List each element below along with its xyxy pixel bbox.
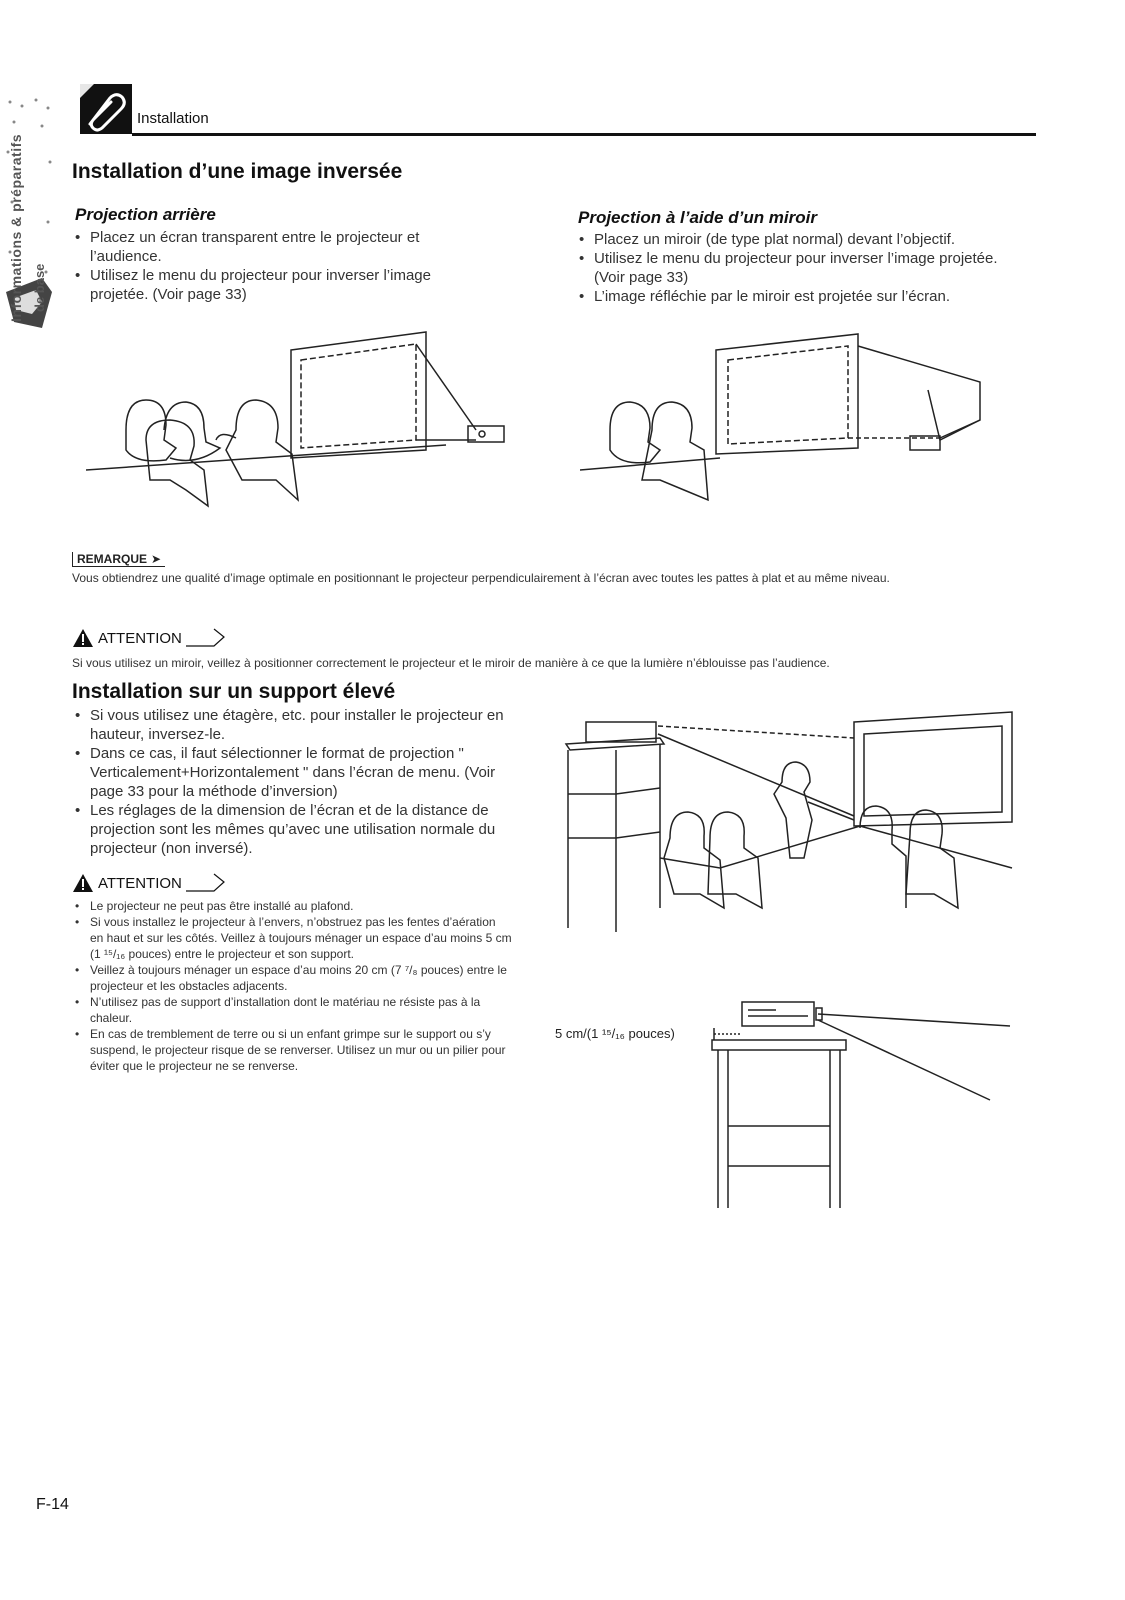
attention-heading [72, 628, 226, 648]
side-tab [2, 92, 58, 332]
mirror-projection-illustration [580, 330, 1020, 530]
rear-projection-list [72, 228, 492, 304]
elevated-title: Installation sur un support élevé [72, 680, 396, 703]
list-item: • Utilisez le menu du projecteur pour inverser l’image projetée. (Voir page 33) [72, 266, 492, 304]
attention-heading-2 [72, 873, 226, 893]
list-item: • Utilisez le menu du projecteur pour inverser l’image projetée. (Voir page 33) [576, 249, 1026, 287]
list-item: • Placez un miroir (de type plat normal) devant l’objectif. [576, 230, 1026, 249]
clearance-label: 5 cm/(1 ¹⁵/₁₆ pouces) [555, 1026, 675, 1041]
list-item: • Si vous installez le projecteur à l’envers, n’obstruez pas les fentes d’aération en haut et sur les côtés. Veillez à toujours ménager un espace d’au moins 5 cm (1 ¹⁵/₁₆ pouces) entre le projecteur et son support. [72, 914, 512, 962]
list-item: • N’utilisez pas de support d’installation dont le matériau ne résiste pas à la chaleur. [72, 994, 512, 1026]
clearance-illustration [700, 996, 1020, 1210]
attention-list-2 [72, 898, 512, 1074]
warning-triangle-icon [72, 873, 94, 893]
side-tab-sublabel: de base [32, 263, 47, 312]
remarque-text: Vous obtiendrez une qualité d’image optimale en positionnant le projecteur perpendiculairement à l’écran avec toutes les pattes à plat et au même niveau. [72, 571, 890, 585]
header-rule [132, 133, 1036, 136]
attention-arrow-icon [186, 873, 226, 893]
list-item: • Veillez à toujours ménager un espace d’au moins 20 cm (7 ⁷/₈ pouces) entre le projecteur et les obstacles adjacents. [72, 962, 512, 994]
list-item: • Placez un écran transparent entre le projecteur et l’audience. [72, 228, 492, 266]
attention-label: ATTENTION [98, 629, 182, 647]
mirror-projection-list [576, 230, 1026, 306]
list-item: • L’image réfléchie par le miroir est projetée sur l’écran. [576, 287, 1026, 306]
elevated-installation-illustration [560, 708, 1020, 948]
paperclip-icon [80, 84, 132, 134]
list-item: • Dans ce cas, il faut sélectionner le format de projection " Verticalement+Horizontalement " dans l’écran de menu. (Voir page 33 pour la méthode d’inversion) [72, 744, 512, 801]
section-label: Installation [137, 110, 209, 127]
list-item: • Le projecteur ne peut pas être installé au plafond. [72, 898, 512, 914]
elevated-list [72, 706, 512, 858]
list-item: • Les réglages de la dimension de l’écran et de la distance de projection sont les mêmes qu’avec une utilisation normale du projecteur (non inversé). [72, 801, 512, 858]
list-item: • Si vous utilisez une étagère, etc. pour installer le projecteur en hauteur, inversez-le. [72, 706, 512, 744]
page-title: Installation d’une image inversée [72, 160, 403, 183]
page-number: F-14 [36, 1496, 69, 1513]
warning-triangle-icon [72, 628, 94, 648]
remarque-label: REMARQUE ➤ [72, 552, 165, 567]
attention-text: Si vous utilisez un miroir, veillez à positionner correctement le projecteur et le miroir de manière à ce que la lumière n’éblouisse pas l’audience. [72, 656, 830, 670]
rear-projection-illustration [86, 330, 536, 530]
mirror-projection-title: Projection à l’aide d’un miroir [578, 208, 817, 227]
attention-arrow-icon [186, 628, 226, 648]
remarque-heading [72, 550, 165, 568]
rear-projection-title: Projection arrière [75, 205, 216, 224]
attention-label-2: ATTENTION [98, 874, 182, 892]
list-item: • En cas de tremblement de terre ou si un enfant grimpe sur le support ou s’y suspend, le projecteur risque de se renverser. Utilisez un mur ou un pilier pour éviter que le projecteur ne se renverse. [72, 1026, 512, 1074]
side-tab-label: Informations & préparatifs [8, 133, 24, 322]
